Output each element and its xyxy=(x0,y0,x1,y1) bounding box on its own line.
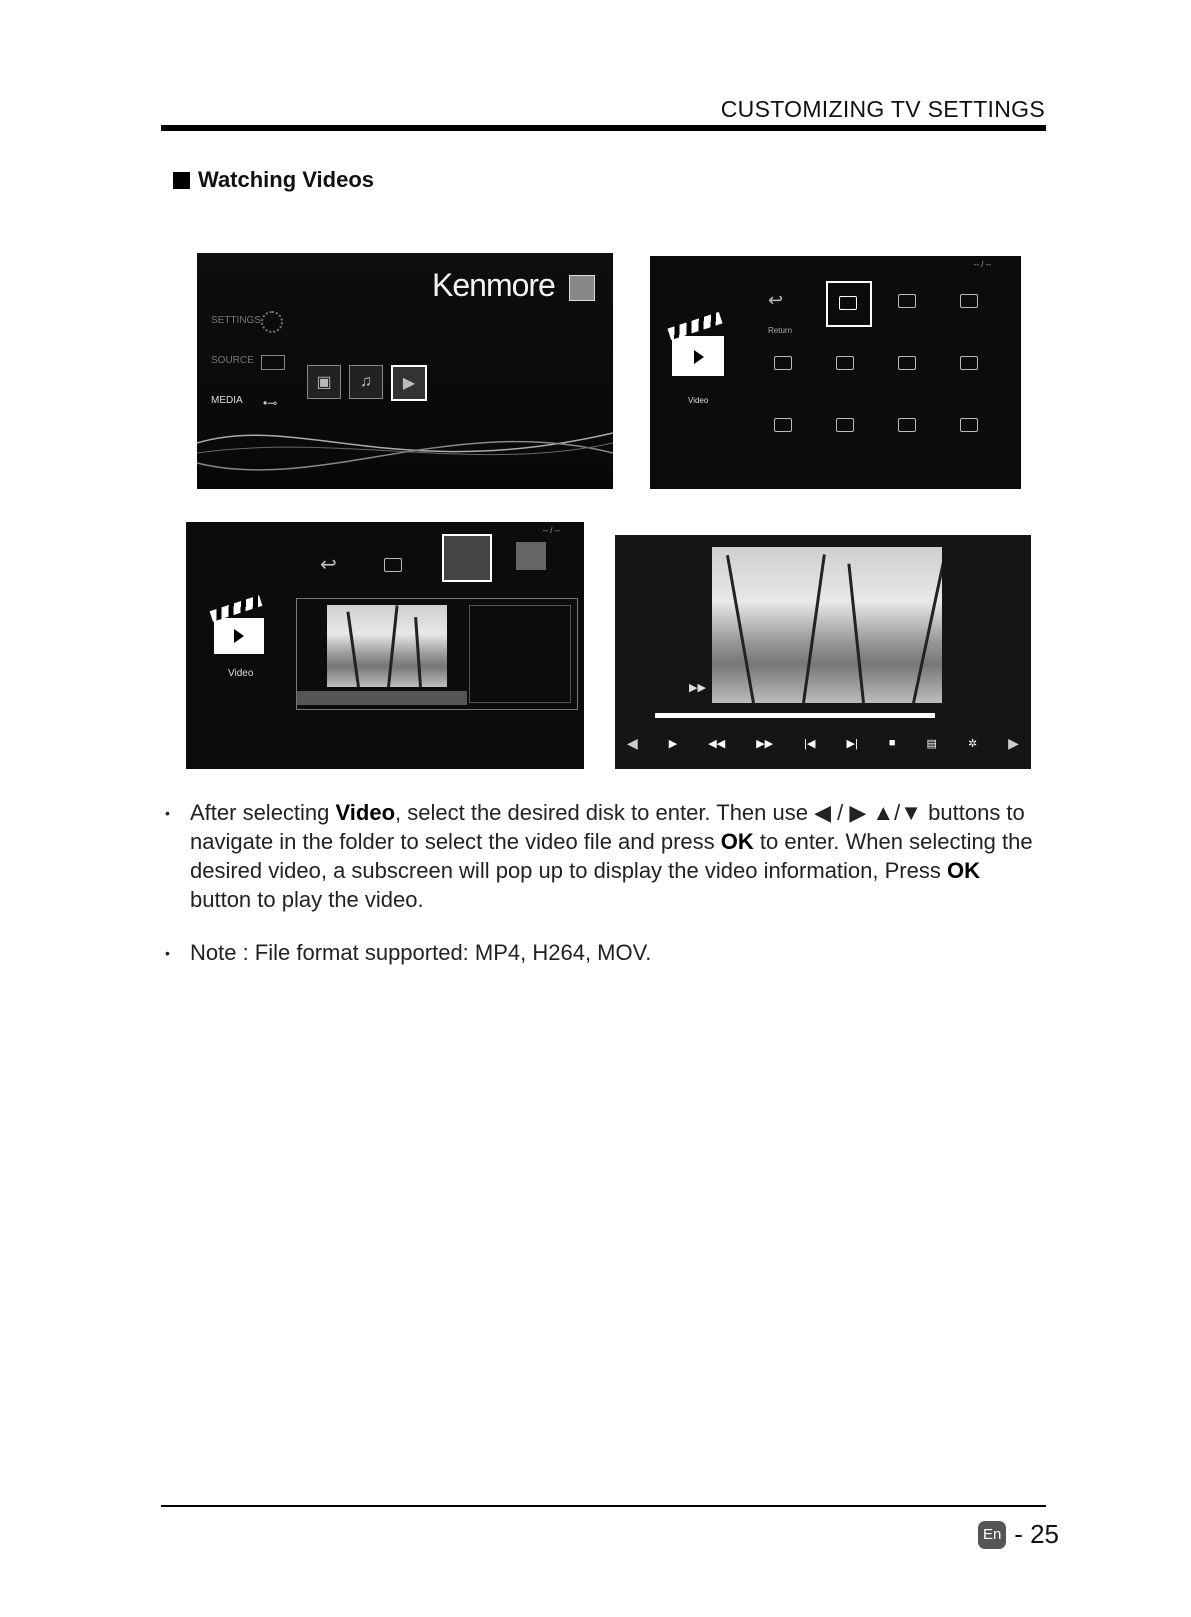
return-icon: ↩ xyxy=(768,290,784,310)
screenshot-file-browser xyxy=(650,256,1021,489)
page-header-title: CUSTOMIZING TV SETTINGS xyxy=(720,96,1045,122)
return-label: Return xyxy=(768,326,793,335)
photo-icon: ▣ xyxy=(316,374,332,391)
folder-icon xyxy=(898,418,916,432)
instruction-bullet xyxy=(165,798,1045,914)
folder-icon xyxy=(836,418,854,432)
folder-icon xyxy=(839,296,857,310)
info-panel xyxy=(469,605,571,703)
next-icon[interactable]: ▶| xyxy=(846,737,858,750)
folder-icon xyxy=(898,356,916,370)
footer-rule xyxy=(161,1505,1046,1507)
tile-video xyxy=(391,365,427,401)
folder-icon xyxy=(774,418,792,432)
rewind-icon[interactable]: ◀◀ xyxy=(708,737,726,750)
bullet-dot: • xyxy=(165,805,170,821)
wave-decoration xyxy=(197,413,613,489)
playlist-icon[interactable]: ▤ xyxy=(926,737,937,750)
header-rule xyxy=(161,125,1046,131)
note-text: Note : File format supported: MP4, H264, MOV. xyxy=(190,940,652,965)
usb-icon: •⊸ xyxy=(263,396,278,410)
control-bar xyxy=(627,725,1019,761)
folder-icon xyxy=(836,356,854,370)
selected-folder xyxy=(826,281,872,327)
folder-icon xyxy=(960,294,978,308)
screenshot-video-player xyxy=(615,535,1031,769)
screenshot-home-menu xyxy=(197,253,613,489)
previous-icon[interactable]: |◀ xyxy=(804,737,816,750)
clapper-icon xyxy=(214,618,264,654)
source-icon xyxy=(261,355,285,370)
bullet-square-icon xyxy=(173,172,190,189)
clapper-icon xyxy=(672,336,724,376)
menu-settings: SETTINGS xyxy=(211,315,262,326)
gear-icon xyxy=(261,311,283,333)
folder-icon xyxy=(384,558,402,572)
category-label: Video xyxy=(228,668,254,679)
folder-icon xyxy=(898,294,916,308)
section-title: Watching Videos xyxy=(198,167,375,192)
bullet-dot: • xyxy=(165,945,170,961)
page-indicator: -- / -- xyxy=(542,526,560,535)
folder-icon xyxy=(960,418,978,432)
tile-photo xyxy=(307,365,341,399)
note-bullet xyxy=(165,938,1045,968)
stop-icon[interactable]: ■ xyxy=(888,737,896,749)
section-heading xyxy=(173,167,374,193)
music-icon: ♫ xyxy=(360,373,372,390)
page-number-text: - 25 xyxy=(1014,1519,1059,1549)
info-bar xyxy=(297,691,467,705)
fast-forward-icon[interactable]: ▶▶ xyxy=(756,737,774,750)
menu-media: MEDIA xyxy=(211,395,243,406)
progress-bar xyxy=(655,713,935,718)
tile-music xyxy=(349,365,383,399)
info-subscreen xyxy=(296,598,578,710)
player-photo xyxy=(712,547,942,703)
return-icon: ↩ xyxy=(320,554,337,576)
brand-badge-icon xyxy=(569,275,595,301)
instructions xyxy=(165,798,1045,992)
category-label: Video xyxy=(688,396,709,405)
folder-icon xyxy=(960,356,978,370)
page-number xyxy=(978,1519,1059,1550)
page-indicator: -- / -- xyxy=(973,260,991,269)
clapper-icon: ▶ xyxy=(402,375,416,392)
prev-page-icon[interactable]: ◀ xyxy=(627,734,638,751)
settings-icon[interactable]: ✲ xyxy=(967,737,978,750)
instruction-text: After selecting Video, select the desired disk to enter. Then use ◀ / ▶ ▲/▼ buttons to navigate in the folder to select the video file and press OK to enter. When selecting the desired video, a subscreen will pop up to display the video information, Press OK button to play the video. xyxy=(190,800,1033,912)
brand-logo: Kenmore xyxy=(432,267,555,303)
folder-icon xyxy=(774,356,792,370)
screenshot-video-preview xyxy=(186,522,584,769)
selected-video-thumb xyxy=(442,534,492,582)
play-icon[interactable]: ▶ xyxy=(668,737,678,750)
menu-source: SOURCE xyxy=(211,355,254,366)
fast-forward-icon: ▶▶ xyxy=(689,682,706,694)
video-thumb xyxy=(516,542,546,570)
next-page-icon[interactable]: ▶ xyxy=(1008,734,1019,751)
preview-photo xyxy=(327,605,447,687)
language-badge: En xyxy=(978,1521,1006,1549)
